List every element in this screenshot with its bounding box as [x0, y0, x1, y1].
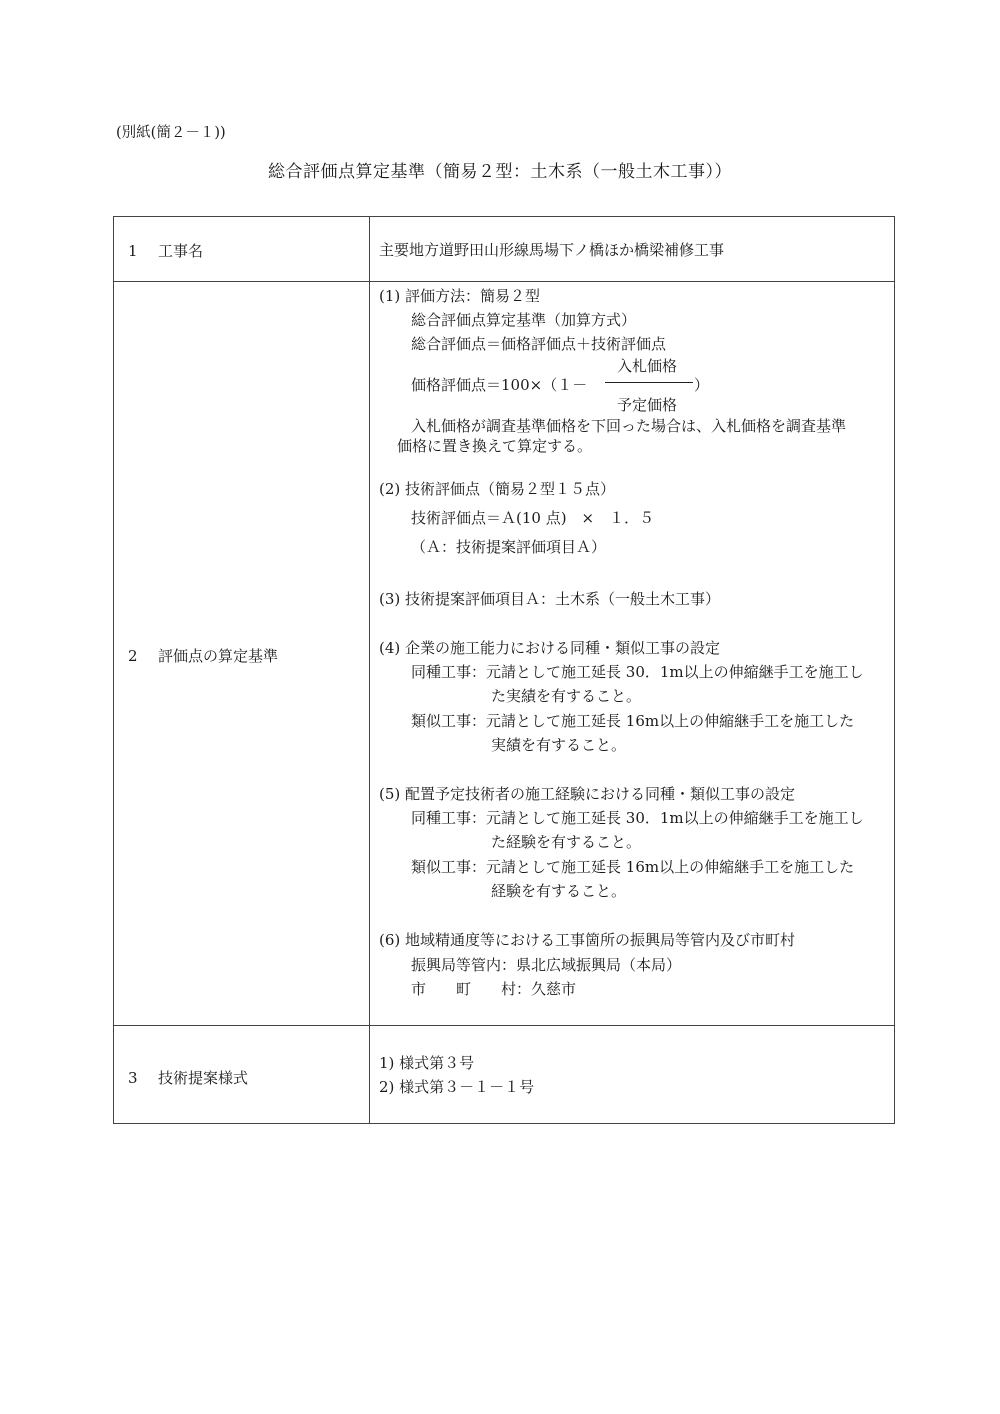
row-divider [114, 1025, 894, 1026]
row-number: 1 [128, 242, 138, 260]
section-4-line: 類似工事：元請として施工延長 16m以上の伸縮継手工を施工した [411, 712, 855, 730]
section-1-line: 総合評価点＝価格評価点＋技術評価点 [411, 335, 667, 353]
section-4-line: 同種工事：元請として施工延長 30．1m以上の伸縮継手工を施工し [411, 663, 864, 681]
row-label-proposal-forms [128, 1067, 248, 1088]
row-label-scoring-criteria [128, 645, 278, 666]
section-6-line: 市 町 村：久慈市 [411, 980, 577, 998]
section-4-heading: (4) 企業の施工能力における同種・類似工事の設定 [379, 639, 721, 657]
section-5-line: 同種工事：元請として施工延長 30．1m以上の伸縮継手工を施工し [411, 809, 864, 827]
section-6-heading: (6) 地域精通度等における工事箇所の振興局等管内及び市町村 [379, 931, 796, 949]
section-2-line: （Ａ：技術提案評価項目Ａ） [411, 538, 607, 556]
section-6-line: 振興局等管内：県北広域振興局（本局） [411, 956, 682, 974]
section-1-line: 総合評価点算定基準（加算方式） [411, 311, 637, 329]
section-1-heading: (1) 評価方法：簡易２型 [379, 287, 541, 305]
criteria-table [113, 216, 895, 1124]
document-title: 総合評価点算定基準（簡易２型：土木系（一般土木工事）） [268, 162, 732, 182]
section-1-note: 入札価格が調査基準価格を下回った場合は、入札価格を調査基準 [411, 417, 847, 435]
document-reference: (別紙(簡２－１)) [116, 125, 226, 141]
fraction-denominator: 予定価格 [617, 396, 678, 414]
row-number: 2 [128, 647, 138, 665]
column-divider [369, 217, 370, 1123]
section-4-line: 実績を有すること。 [491, 736, 627, 754]
row-label-text: 技術提案様式 [158, 1069, 249, 1087]
section-2-line: 技術評価点＝Ａ(10 点) × １．５ [411, 509, 655, 527]
form-item: 1) 様式第３号 [379, 1054, 475, 1072]
section-4-line: た実績を有すること。 [491, 687, 642, 705]
section-1-note: 価格に置き換えて算定する。 [397, 437, 593, 455]
section-5-line: 類似工事：元請として施工延長 16m以上の伸縮継手工を施工した [411, 858, 855, 876]
section-3-heading: (3) 技術提案評価項目Ａ：土木系（一般土木工事） [379, 590, 721, 608]
fraction-suffix: ） [694, 376, 710, 394]
section-5-line: 経験を有すること。 [491, 882, 627, 900]
form-item: 2) 様式第３－１－１号 [379, 1078, 535, 1096]
section-5-line: た経験を有すること。 [491, 833, 642, 851]
row-label-text: 評価点の算定基準 [158, 647, 279, 665]
fraction-prefix: 価格評価点＝100×（１－ [411, 376, 588, 394]
fraction-bar [605, 382, 693, 383]
row-divider [114, 281, 894, 282]
row-label-text: 工事名 [158, 242, 204, 260]
row-number: 3 [128, 1069, 138, 1087]
fraction-numerator: 入札価格 [617, 357, 678, 375]
project-name-value: 主要地方道野田山形線馬場下ノ橋ほか橋梁補修工事 [379, 241, 725, 259]
section-5-heading: (5) 配置予定技術者の施工経験における同種・類似工事の設定 [379, 785, 796, 803]
section-2-heading: (2) 技術評価点（簡易２型１５点） [379, 480, 616, 498]
row-label-project-name [128, 240, 203, 261]
